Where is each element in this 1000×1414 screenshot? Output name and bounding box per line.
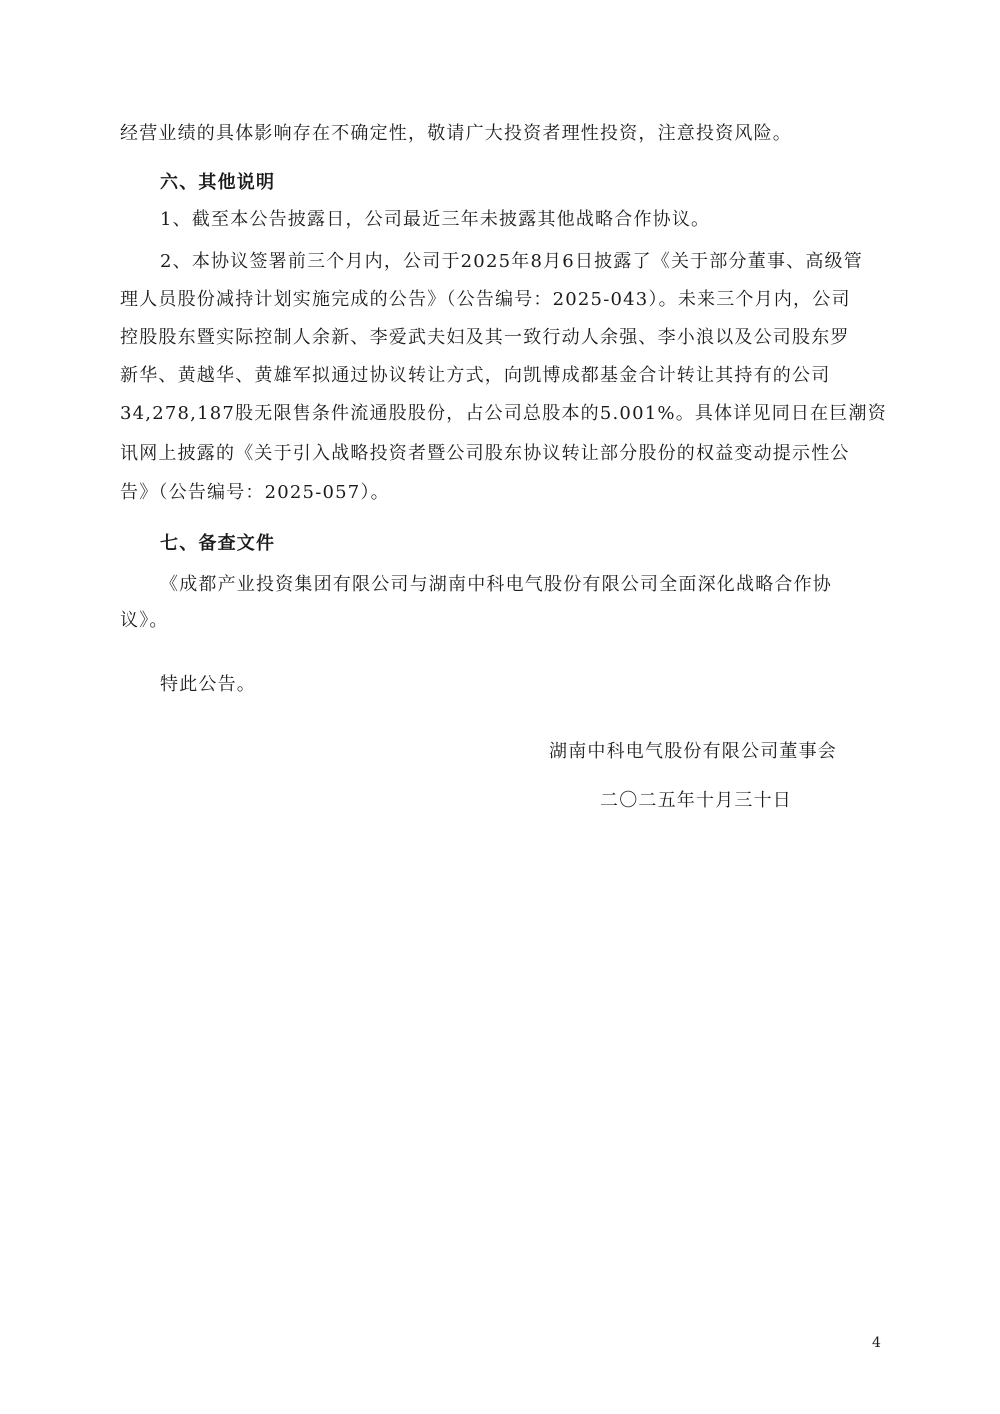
paragraph-line: 新华、黄越华、黄雄军拟通过协议转让方式，向凯博成都基金合计转让其持有的公司 [120, 365, 831, 386]
paragraph-line: 1、截至本公告披露日，公司最近三年未披露其他战略合作协议。 [160, 209, 711, 230]
page-number: 4 [872, 1335, 881, 1351]
section-heading-six: 六、其他说明 [160, 172, 276, 193]
paragraph-line: 理人员股份减持计划实施完成的公告》（公告编号：2025-043）。未来三个月内，公司 [120, 289, 851, 310]
paragraph-line: 议》。 [120, 610, 169, 631]
paragraph-line: 告》（公告编号：2025-057）。 [120, 482, 390, 503]
paragraph-line: 经营业绩的具体影响存在不确定性，敬请广大投资者理性投资，注意投资风险。 [120, 123, 792, 144]
signature-date: 二〇二五年十月三十日 [600, 790, 792, 811]
signature-company: 湖南中科电气股份有限公司董事会 [549, 741, 837, 762]
section-heading-seven: 七、备查文件 [160, 533, 276, 554]
paragraph-line: 2、本协议签署前三个月内，公司于2025年8月6日披露了《关于部分董事、高级管 [160, 251, 863, 272]
paragraph-line: 34,278,187股无限售条件流通股股份，占公司总股本的5.001%。具体详见同日在巨潮资 [120, 403, 887, 424]
paragraph-line: 控股股东暨实际控制人余新、李爱武夫妇及其一致行动人余强、李小浪以及公司股东罗 [120, 327, 850, 348]
closing-line: 特此公告。 [160, 674, 256, 695]
paragraph-line: 《成都产业投资集团有限公司与湖南中科电气股份有限公司全面深化战略合作协 [160, 574, 832, 595]
paragraph-line: 讯网上披露的《关于引入战略投资者暨公司股东协议转让部分股份的权益变动提示性公 [120, 443, 850, 464]
